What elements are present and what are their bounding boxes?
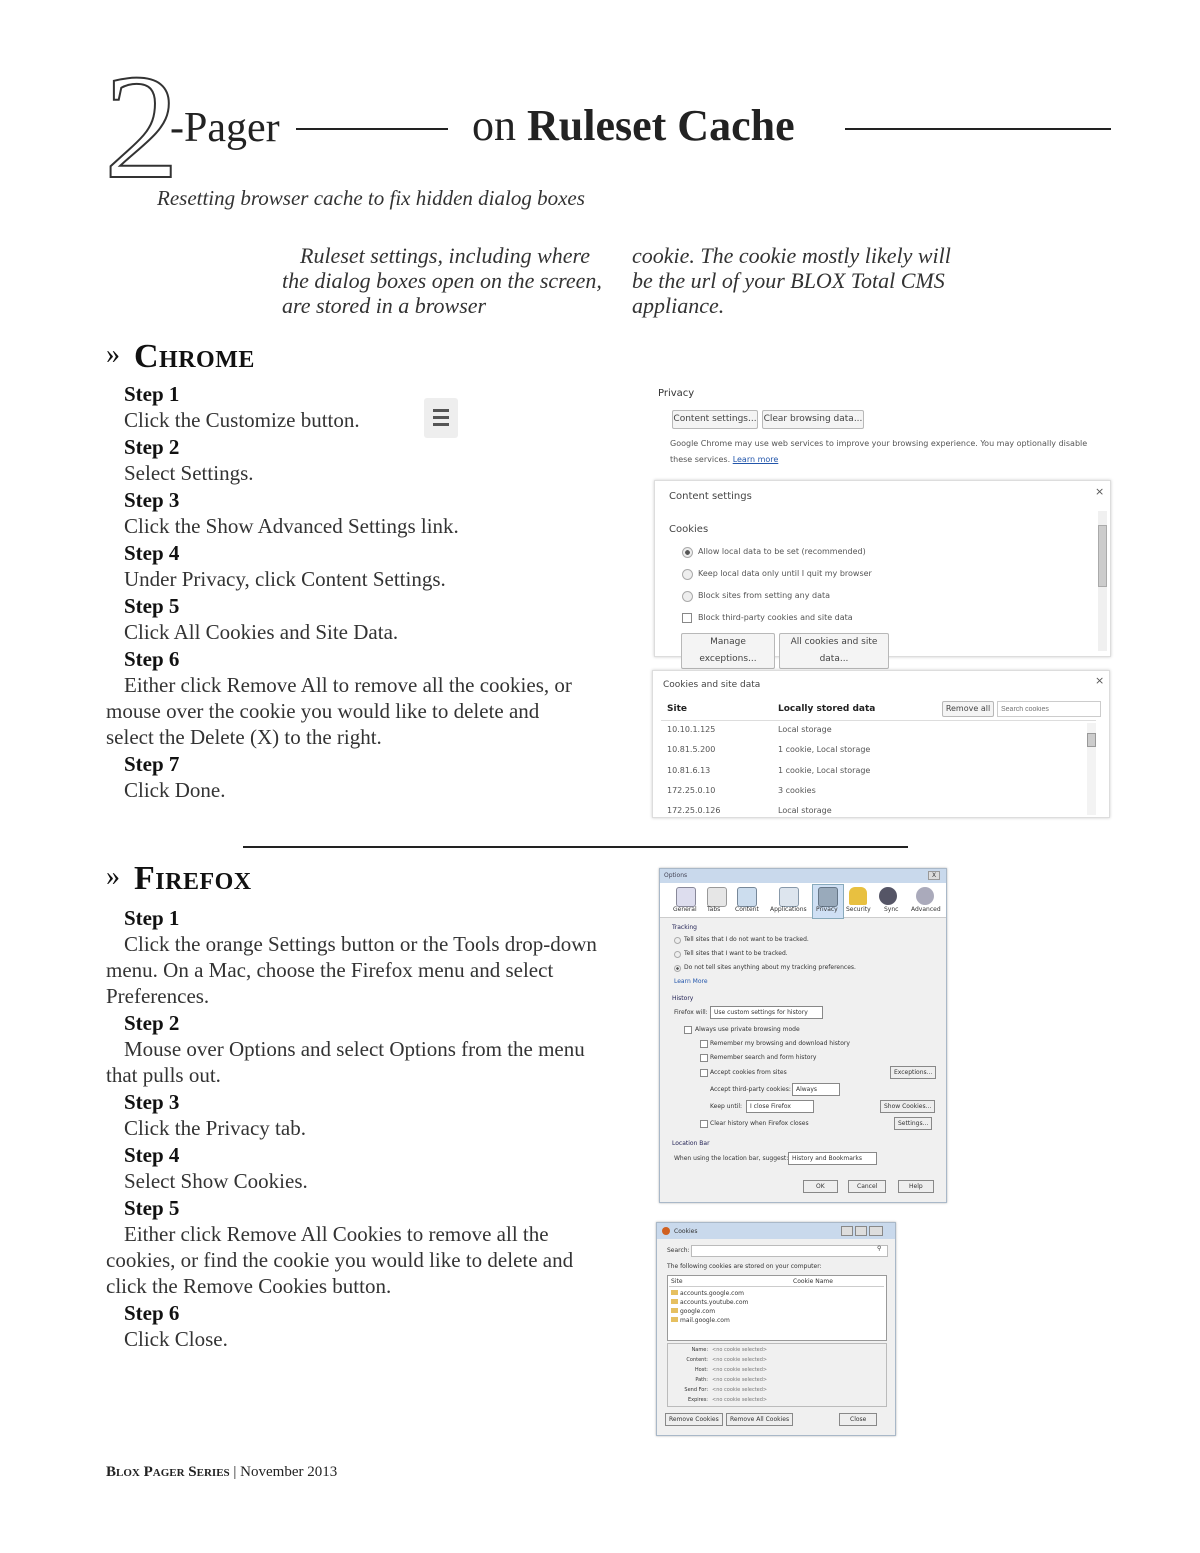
- firefox-step-text: Click Close.: [124, 1327, 228, 1351]
- remember-history-label: Remember my browsing and download history: [710, 1040, 850, 1047]
- chrome-step-text: Click Done.: [124, 778, 226, 802]
- sync-icon[interactable]: [879, 887, 897, 905]
- title-rule-left: [296, 128, 448, 130]
- chrome-step-text: Click the Customize button.: [124, 408, 360, 432]
- tree-site: google.com: [680, 1308, 716, 1315]
- cookie-site[interactable]: 172.25.0.10: [667, 786, 716, 795]
- help-button[interactable]: Help: [898, 1180, 934, 1193]
- tree-item[interactable]: [671, 1317, 730, 1324]
- radio-block[interactable]: [682, 591, 693, 602]
- footer-series: Blox Pager Series: [106, 1464, 230, 1480]
- dialog-title: Content settings: [669, 491, 752, 502]
- chevron-marker: »: [106, 339, 120, 370]
- firefox-step-text: Either click Remove All Cookies to remove all the cookies, or find the cookie you would like to delete and click the Remove Cookies button.: [106, 1222, 574, 1298]
- detail-label: Send For:: [684, 1387, 708, 1393]
- scrollbar[interactable]: [1098, 511, 1107, 651]
- firefox-cookies-window: [656, 1222, 896, 1436]
- close-button[interactable]: Close: [839, 1413, 877, 1426]
- folder-icon: [671, 1317, 678, 1322]
- remove-all-cookies-button[interactable]: Remove All Cookies: [726, 1413, 793, 1426]
- tree-site: accounts.google.com: [680, 1290, 744, 1297]
- page-title: [472, 100, 795, 152]
- location-bar-text: When using the location bar, suggest:: [674, 1155, 789, 1162]
- firefox-step-label: Step 1: [124, 906, 180, 930]
- history-label: History: [672, 995, 694, 1002]
- detail-value: <no cookie selected>: [712, 1377, 768, 1383]
- dialog-title: Cookies and site data: [663, 680, 761, 690]
- detail-value: <no cookie selected>: [712, 1357, 768, 1363]
- firefox-steps: [106, 904, 606, 1352]
- tab-security[interactable]: Security: [846, 906, 871, 913]
- chrome-steps: [106, 380, 586, 803]
- folder-icon: [671, 1299, 678, 1304]
- title-topic: Ruleset Cache: [527, 101, 795, 150]
- location-bar-label: Location Bar: [672, 1140, 710, 1147]
- radio-track[interactable]: [674, 951, 681, 958]
- checkbox-clear-history[interactable]: [700, 1120, 708, 1128]
- privacy-note-text: Google Chrome may use web services to improve your browsing experience. You may optionally disable these services.: [670, 439, 1088, 464]
- option-label: Keep local data only until I quit my browser: [698, 569, 872, 578]
- close-icon[interactable]: X: [928, 871, 940, 880]
- col-cookie-name: Cookie Name: [793, 1278, 833, 1285]
- chrome-step-label: Step 5: [124, 594, 180, 618]
- clear-history-label: Clear history when Firefox closes: [710, 1120, 809, 1127]
- footer-separator: |: [229, 1464, 241, 1480]
- chrome-step-text: Click All Cookies and Site Data.: [124, 620, 399, 644]
- all-cookies-button[interactable]: All cookies and site data...: [779, 633, 889, 669]
- detail-value: <no cookie selected>: [712, 1397, 768, 1403]
- exceptions-button[interactable]: Exceptions...: [890, 1066, 936, 1079]
- option-label: Block third-party cookies and site data: [698, 613, 853, 622]
- firefox-heading: [106, 860, 252, 898]
- tree-item[interactable]: [671, 1290, 744, 1297]
- chrome-privacy-panel: [658, 388, 1108, 468]
- cookie-data: 1 cookie, Local storage: [778, 745, 871, 754]
- learn-more-link[interactable]: Learn more: [732, 455, 779, 464]
- col-locally-stored: Locally stored data: [778, 704, 876, 714]
- footer-date: November 2013: [240, 1464, 338, 1480]
- checkbox-block-third-party[interactable]: [682, 613, 692, 623]
- chevron-marker: »: [106, 861, 120, 892]
- search-cookies-input[interactable]: [997, 701, 1101, 717]
- chrome-step-label: Step 7: [124, 752, 180, 776]
- tab-tabs[interactable]: Tabs: [707, 906, 721, 913]
- minimize-icon[interactable]: [841, 1226, 853, 1236]
- cookie-data: Local storage: [778, 806, 832, 815]
- privacy-heading: Privacy: [658, 388, 695, 399]
- title-rule-right: [845, 128, 1111, 130]
- chrome-step-label: Step 4: [124, 541, 180, 565]
- third-party-label: Accept third-party cookies:: [710, 1086, 791, 1093]
- cookie-site[interactable]: 172.25.0.126: [667, 806, 721, 815]
- content-settings-dialog: [654, 480, 1111, 664]
- tab-advanced[interactable]: Advanced: [911, 906, 941, 913]
- tree-item[interactable]: [671, 1299, 748, 1306]
- cookie-data: Local storage: [778, 725, 832, 734]
- chrome-step-label: Step 6: [124, 647, 180, 671]
- detail-label: Path:: [695, 1377, 708, 1383]
- firefox-step-text: Click the orange Settings button or the Tools drop-down menu. On a Mac, choose the Firefox menu and select Preferences.: [106, 932, 597, 1008]
- tab-content[interactable]: Content: [735, 906, 759, 913]
- tabs-icon[interactable]: [707, 887, 727, 907]
- cookies-info: The following cookies are stored on your computer:: [667, 1263, 822, 1270]
- ok-button[interactable]: OK: [803, 1180, 838, 1193]
- intro-col-1: [282, 243, 618, 318]
- tracking-label: Tracking: [672, 924, 697, 931]
- detail-value: <no cookie selected>: [712, 1367, 768, 1373]
- keep-until-select[interactable]: I close Firefox: [746, 1100, 814, 1113]
- accept-cookies-label: Accept cookies from sites: [710, 1069, 787, 1076]
- search-icon: ⚲: [877, 1245, 882, 1252]
- cookie-site[interactable]: 10.81.5.200: [667, 745, 716, 754]
- subtitle: Resetting browser cache to fix hidden dialog boxes: [157, 186, 585, 210]
- cookie-data: 1 cookie, Local storage: [778, 766, 871, 775]
- general-icon[interactable]: [676, 887, 696, 907]
- firefox-step-text: Select Show Cookies.: [124, 1169, 308, 1193]
- close-icon[interactable]: [869, 1226, 883, 1236]
- dialog-title: Options: [664, 872, 688, 879]
- settings-button[interactable]: Settings...: [894, 1117, 932, 1130]
- tab-general[interactable]: General: [673, 906, 697, 913]
- radio-allow[interactable]: [682, 547, 693, 558]
- lock-icon[interactable]: [849, 887, 867, 905]
- tree-site: accounts.youtube.com: [680, 1299, 749, 1306]
- tab-applications[interactable]: Applications: [770, 906, 807, 913]
- tree-item[interactable]: [671, 1308, 715, 1315]
- scrollbar[interactable]: [1087, 723, 1096, 815]
- privacy-icon[interactable]: [818, 887, 838, 907]
- cookie-search-input[interactable]: [691, 1245, 888, 1257]
- third-party-select[interactable]: Always: [792, 1083, 840, 1096]
- keep-until-label: Keep until:: [710, 1103, 743, 1110]
- firefox-step-text: Mouse over Options and select Options from the menu that pulls out.: [106, 1037, 585, 1087]
- intro-col-2: cookie. The cookie mostly likely will be the url of your BLOX Total CMS appliance.: [632, 243, 951, 318]
- checkbox-private-mode[interactable]: [684, 1026, 692, 1034]
- chrome-step-text: Select Settings.: [124, 461, 254, 485]
- detail-label: Host:: [694, 1367, 708, 1373]
- history-select[interactable]: Use custom settings for history: [710, 1006, 823, 1019]
- chrome-step-text: Under Privacy, click Content Settings.: [124, 567, 446, 591]
- privacy-note: [670, 436, 1106, 468]
- section-divider: [243, 846, 908, 848]
- firefox-step-label: Step 4: [124, 1143, 180, 1167]
- chrome-step-text: Click the Show Advanced Settings link.: [124, 514, 459, 538]
- tracking-option: Tell sites that I want to be tracked.: [684, 950, 788, 957]
- applications-icon[interactable]: [779, 887, 799, 907]
- checkbox-accept-cookies[interactable]: [700, 1069, 708, 1077]
- col-site: Site: [667, 704, 687, 714]
- firefox-title: Firefox: [134, 860, 252, 897]
- tracking-option: Tell sites that I do not want to be tracked.: [684, 936, 809, 943]
- remember-search-label: Remember search and form history: [710, 1054, 817, 1061]
- chrome-heading: [106, 338, 255, 376]
- firefox-step-label: Step 2: [124, 1011, 180, 1035]
- detail-label: Name:: [691, 1347, 708, 1353]
- cookies-section-label: Cookies: [669, 524, 709, 535]
- radio-no-preference[interactable]: [674, 965, 681, 972]
- checkbox-remember-search[interactable]: [700, 1054, 708, 1062]
- tracking-option: Do not tell sites anything about my tracking preferences.: [684, 964, 856, 971]
- big-number-2: 2: [104, 44, 179, 210]
- option-label: Allow local data to be set (recommended): [698, 547, 866, 556]
- content-icon[interactable]: [737, 887, 757, 907]
- option-label: Block sites from setting any data: [698, 591, 831, 600]
- cookie-site[interactable]: 10.10.1.125: [667, 725, 716, 734]
- manage-exceptions-button[interactable]: Manage exceptions...: [681, 633, 775, 669]
- firefox-step-label: Step 5: [124, 1196, 180, 1220]
- footer: [106, 1464, 337, 1481]
- cookies-site-data-dialog: [652, 670, 1110, 818]
- maximize-icon[interactable]: [855, 1226, 867, 1236]
- firefox-logo-icon: [662, 1227, 670, 1235]
- gear-icon[interactable]: [916, 887, 934, 905]
- folder-icon: [671, 1308, 678, 1313]
- radio-keep-until-quit[interactable]: [682, 569, 693, 580]
- close-icon[interactable]: ×: [1095, 485, 1105, 498]
- chrome-step-label: Step 2: [124, 435, 180, 459]
- chrome-step-label: Step 3: [124, 488, 180, 512]
- intro-text-1: Ruleset settings, including where the dialog boxes open on the screen, are stored in a browser: [282, 243, 602, 318]
- checkbox-remember-history[interactable]: [700, 1040, 708, 1048]
- tab-sync[interactable]: Sync: [884, 906, 899, 913]
- cancel-button[interactable]: Cancel: [848, 1180, 886, 1193]
- learn-more-link[interactable]: Learn More: [674, 978, 708, 985]
- chrome-title: Chrome: [134, 338, 255, 375]
- title-on: on: [472, 101, 527, 150]
- location-select[interactable]: History and Bookmarks: [788, 1152, 877, 1165]
- tree-site: mail.google.com: [680, 1317, 730, 1324]
- remove-all-button[interactable]: Remove all: [942, 701, 994, 717]
- cookie-data: 3 cookies: [778, 786, 816, 795]
- detail-label: Content:: [686, 1357, 708, 1363]
- show-cookies-button[interactable]: Show Cookies...: [880, 1100, 935, 1113]
- radio-do-not-track[interactable]: [674, 937, 681, 944]
- content-settings-button[interactable]: Content settings...: [672, 410, 758, 429]
- firefox-step-label: Step 6: [124, 1301, 180, 1325]
- search-label: Search:: [667, 1247, 690, 1254]
- firefox-step-label: Step 3: [124, 1090, 180, 1114]
- tab-privacy[interactable]: Privacy: [816, 906, 838, 913]
- detail-label: Expires:: [688, 1397, 708, 1403]
- folder-icon: [671, 1290, 678, 1295]
- firefox-options-dialog: [659, 868, 947, 1203]
- close-icon[interactable]: ×: [1095, 674, 1105, 687]
- firefox-step-text: Click the Privacy tab.: [124, 1116, 306, 1140]
- col-site: Site: [671, 1278, 683, 1285]
- clear-browsing-data-button[interactable]: Clear browsing data...: [762, 410, 864, 429]
- window-title: Cookies: [674, 1228, 698, 1235]
- chrome-step-text: Either click Remove All to remove all the cookies, or mouse over the cookie you would like to delete and select the Delete (X) to the right.: [106, 673, 572, 749]
- private-mode-label: Always use private browsing mode: [695, 1026, 800, 1033]
- firefox-will-label: Firefox will:: [674, 1009, 708, 1016]
- customize-menu-icon[interactable]: [424, 398, 458, 438]
- detail-value: <no cookie selected>: [712, 1347, 768, 1353]
- remove-cookies-button[interactable]: Remove Cookies: [665, 1413, 723, 1426]
- chrome-step-label: Step 1: [124, 382, 180, 406]
- cookie-site[interactable]: 10.81.6.13: [667, 766, 711, 775]
- pager-word: -Pager: [170, 105, 280, 151]
- detail-value: <no cookie selected>: [712, 1387, 768, 1393]
